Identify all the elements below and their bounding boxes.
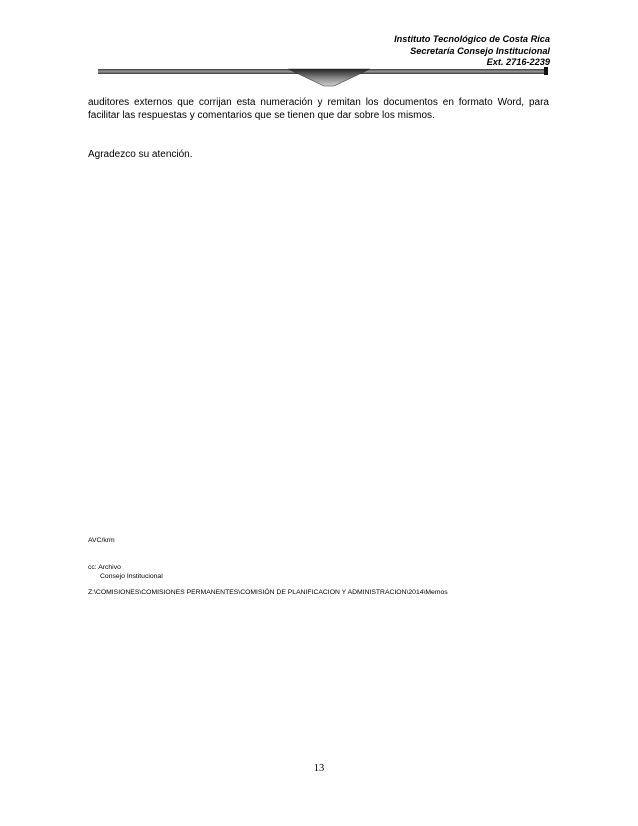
cc-recipient: Archivo xyxy=(98,564,121,571)
cc-recipient: Consejo Institucional xyxy=(100,573,163,580)
institution-name: Instituto Tecnológico de Costa Rica xyxy=(394,34,550,44)
letterhead xyxy=(394,34,550,69)
department-name: Secretaría Consejo Institucional xyxy=(410,45,550,56)
file-path: Z:\COMISIONES\COMISIONES PERMANENTES\COMISIÓN DE PLANIFICACION Y ADMINISTRACION\2014\Memos xyxy=(88,589,448,596)
page-number: 13 xyxy=(313,763,325,774)
initials-line: AVC/krm xyxy=(88,537,115,544)
body-paragraph: auditores externos que corrijan esta numeración y remitan los documentos en formato Word, para facilitar las respuestas y comentarios que se tienen que dar sobre los mismos. xyxy=(88,97,549,122)
phone-extension: Ext. 2716-2239 xyxy=(486,57,550,67)
rule-triangle-ornament xyxy=(288,69,370,86)
closing-paragraph: Agradezco su atención. xyxy=(88,149,193,161)
rule-end-cap xyxy=(544,67,548,75)
header-rule xyxy=(98,66,548,90)
cc-label: cc: xyxy=(88,564,97,571)
letter-body xyxy=(88,96,549,162)
header-rule-graphic xyxy=(98,66,548,90)
cc-block xyxy=(88,563,163,581)
